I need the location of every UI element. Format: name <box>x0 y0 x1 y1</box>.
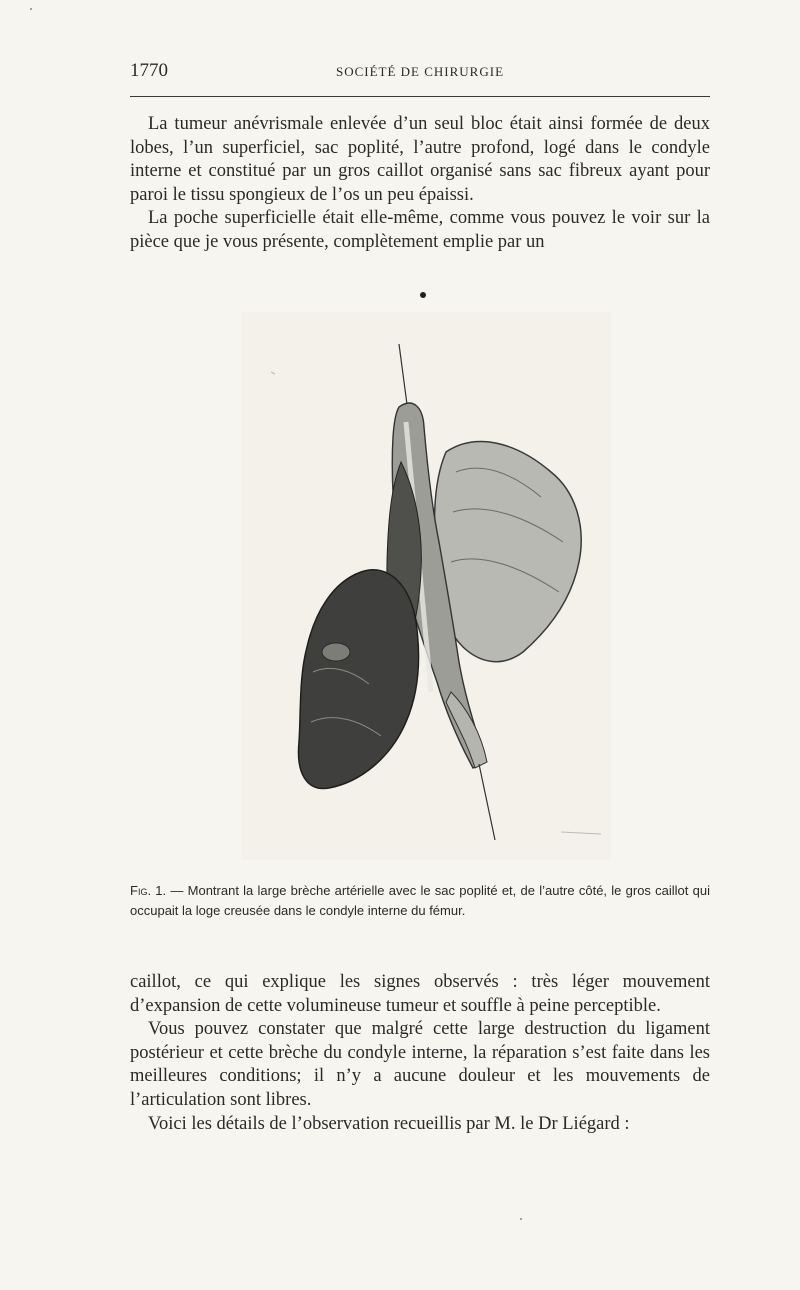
figure-caption-text: — Montrant la large brèche artérielle avec le sac poplité et, de l’autre côté, le gros caillot qui occupait la loge creusée dans le condyle interne du fémur. <box>130 883 710 918</box>
anatomical-illustration <box>241 312 611 860</box>
running-title: SOCIÉTÉ DE CHIRURGIE <box>335 64 505 79</box>
page-number: 1770 <box>130 60 168 81</box>
paragraph: La poche superficielle était elle-même, comme vous pouvez le voir sur la pièce que je vous présente, complètement emplie par un <box>130 208 710 252</box>
paper-speck <box>520 1218 522 1220</box>
paper-speck <box>30 8 32 10</box>
paragraph: Voici les détails de l’observation recueillis par M. le Dr Liégard : <box>148 1113 630 1134</box>
body-text-bottom <box>130 971 710 1136</box>
paragraph: La tumeur anévrismale enlevée d’un seul bloc était ainsi formée de deux lobes, l’un superficiel, sac poplité, l’autre profond, logé dans le condyle interne et constitué par un gros caillot organisé sans sac fibreux ayant pour paroi le tissu spongieux de l’os un peu épaissi. <box>130 114 710 205</box>
figure-label: Fig. 1. <box>130 883 167 898</box>
stray-dot <box>420 292 426 298</box>
paragraph: caillot, ce qui explique les signes observés : très léger mouvement d’expansion de cette volumineuse tumeur et souffle à peine perceptible. <box>130 972 710 1016</box>
body-text-top <box>130 113 710 255</box>
figure-caption <box>130 881 710 921</box>
header-rule <box>130 96 710 97</box>
paragraph: Vous pouvez constater que malgré cette large destruction du ligament postérieur et cette brèche du condyle interne, la réparation s’est faite dans les meilleures conditions; il n’y a aucune douleur et les mouvements de l’articulation sont libres. <box>130 1019 710 1110</box>
page-header <box>130 60 710 88</box>
